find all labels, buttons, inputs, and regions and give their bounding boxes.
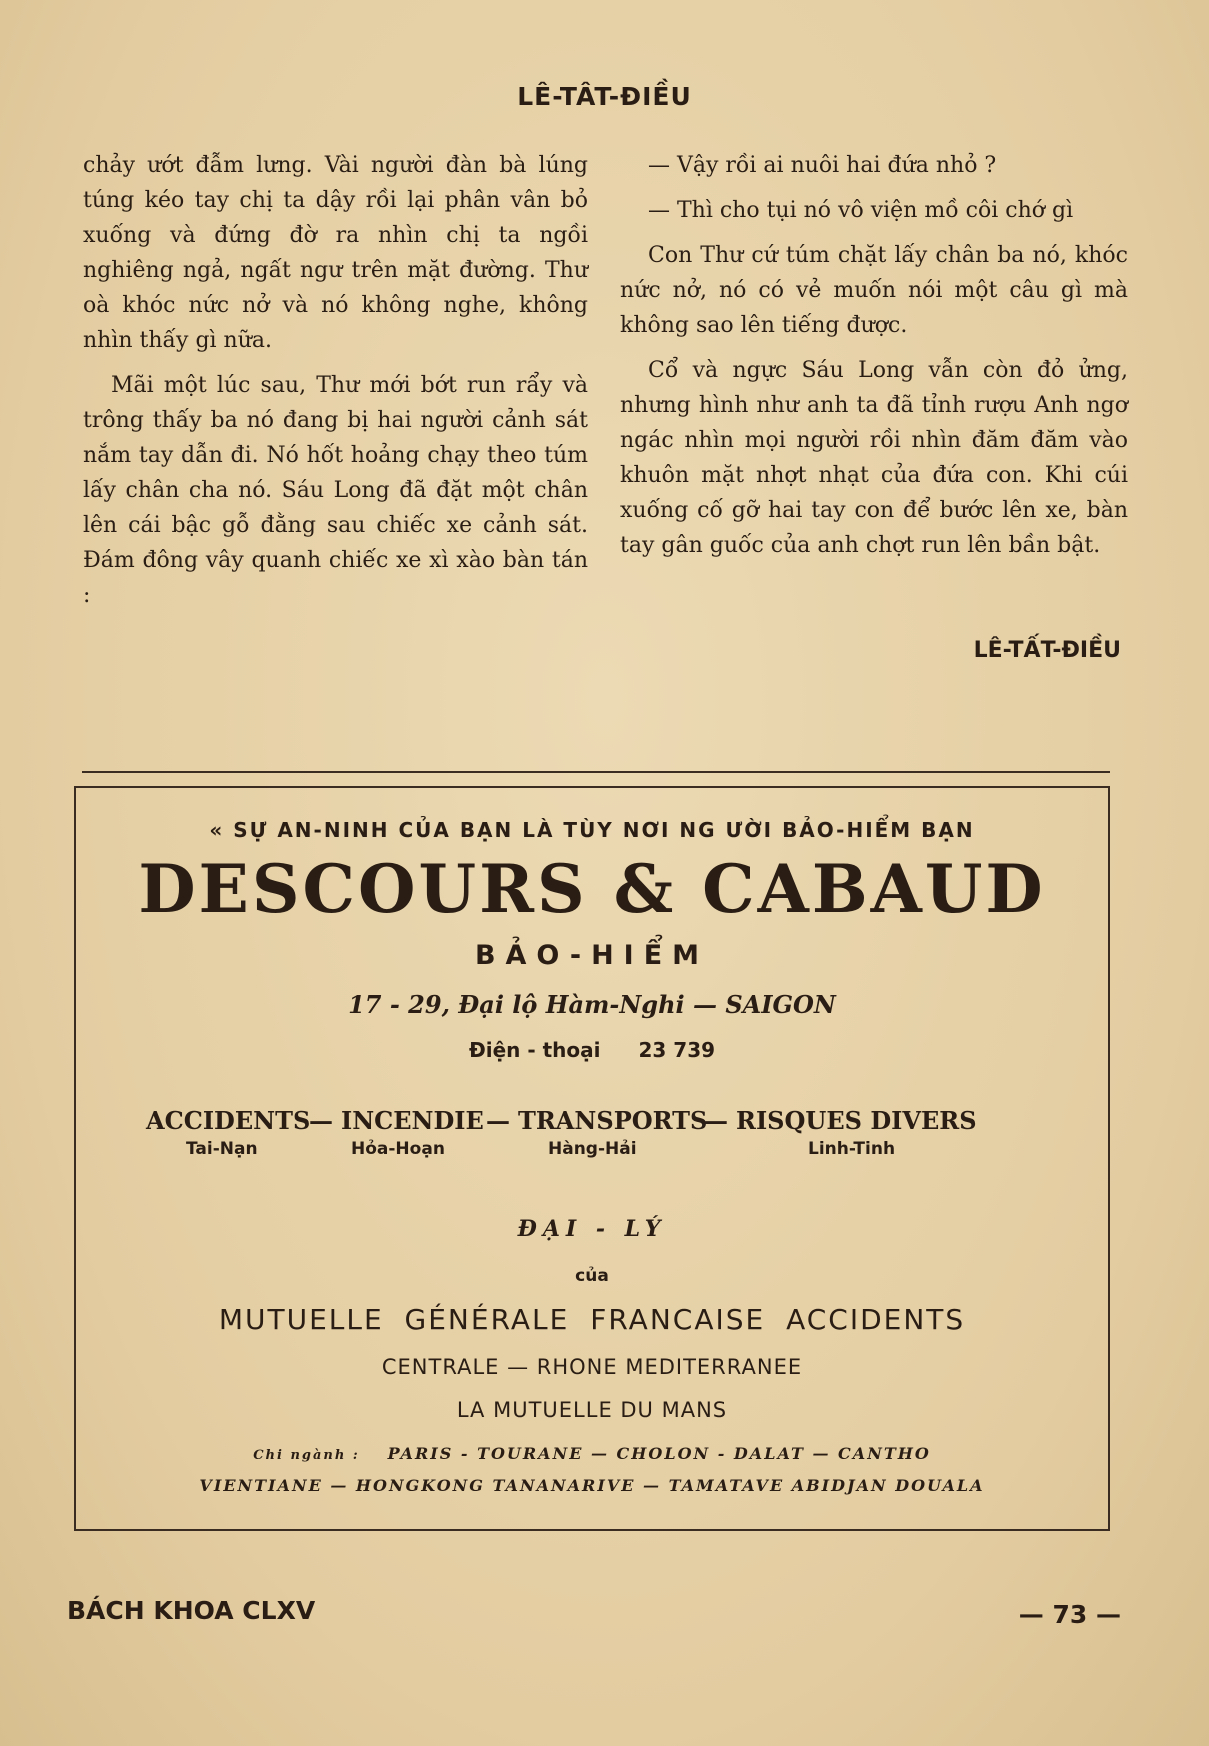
ad-company-name: MUTUELLE GÉNÉRALE FRANCAISE ACCIDENTS — [218, 1303, 966, 1336]
page-number: — 73 — — [1018, 1600, 1121, 1629]
category-item — [341, 1106, 484, 1159]
category-separator: — — [704, 1106, 728, 1135]
ad-subtitle: BẢO-HIỂM — [474, 940, 710, 971]
author-signature: LÊ-TẤT-ĐIỀU — [973, 638, 1121, 663]
ad-agency-label: ĐẠI - LÝ — [517, 1216, 667, 1242]
branches-label: Chi ngành : — [253, 1448, 360, 1463]
right-column — [620, 148, 1128, 573]
ad-branches-line2: VIENTIANE — HONGKONG TANANARIVE — TAMATAVE ABIDJAN DOUALA — [199, 1476, 985, 1495]
paragraph: Mãi một lúc sau, Thư mới bớt run rẩy và trông thấy ba nó đang bị hai người cảnh sát nắm tay dẫn đi. Nó hốt hoảng chạy theo túm lấy chân cha nó. Sáu Long đã đặt một chân lên cái bậc gỗ đằng sau chiếc xe cảnh sát. Đám đông vây quanh chiếc xe xì xào bàn tán : — [83, 373, 588, 608]
paragraph: chảy ướt đẫm lưng. Vài người đàn bà lúng túng kéo tay chị ta dậy rồi lại phân vân bỏ xuống và đứng đờ ra nhìn chị ta ngồi nghiêng ngả, ngất ngư trên mặt đường. Thư oà khóc nức nở và nó không nghe, không nhìn thấy gì nữa. — [83, 153, 588, 353]
category-fr: RISQUES DIVERS — [736, 1106, 977, 1135]
category-vn: Linh-Tinh — [808, 1139, 896, 1159]
ad-branches — [76, 1444, 1108, 1463]
ad-company-line3: LA MUTUELLE DU MANS — [456, 1398, 728, 1422]
ad-of-label: của — [575, 1266, 609, 1286]
paragraph: Cổ và ngực Sáu Long vẫn còn đỏ ửng, nhưng hình như anh ta đã tỉnh rượu Anh ngơ ngác nhìn mọi người rồi nhìn đăm đăm vào khuôn mặt nhợt nhạt của đứa con. Khi cúi xuống cố gỡ hai tay con để bước lên xe, bàn tay gân guốc của anh chợt run lên bần bật. — [620, 358, 1128, 558]
ad-address: 17 - 29, Đại lộ Hàm-Nghi — SAIGON — [348, 990, 836, 1019]
category-separator: — — [486, 1106, 510, 1135]
branches-line1: PARIS - TOURANE — CHOLON - DALAT — CANTHO — [387, 1444, 931, 1463]
category-vn: Hỏa-Hoạn — [351, 1139, 445, 1159]
publication-footer: BÁCH KHOA CLXV — [67, 1596, 316, 1625]
phone-label: Điện - thoại — [468, 1038, 601, 1062]
category-item — [518, 1106, 707, 1159]
category-item — [736, 1106, 977, 1159]
phone-number: 23 739 — [638, 1038, 716, 1062]
ad-brand-name: DESCOURS & CABAUD — [138, 850, 1046, 928]
ad-tagline: « SỰ AN-NINH CỦA BẠN LÀ TÙY NƠI NG ƯỜI BẢO-HIỂM BẠN — [209, 818, 975, 842]
dialogue-line: — Vậy rồi ai nuôi hai đứa nhỏ ? — [648, 153, 997, 178]
category-separator: — — [309, 1106, 333, 1135]
paragraph: Con Thư cứ túm chặt lấy chân ba nó, khóc nức nở, nó có vẻ muốn nói một câu gì mà không sao lên tiếng được. — [620, 243, 1128, 338]
ad-phone — [76, 1038, 1108, 1062]
dialogue-line: — Thì cho tụi nó vô viện mồ côi chớ gì — [648, 198, 1074, 223]
running-title: LÊ-TÂT-ĐIỀU — [517, 82, 692, 111]
category-vn: Hàng-Hải — [548, 1139, 637, 1159]
ad-company-line2: CENTRALE — RHONE MEDITERRANEE — [381, 1355, 803, 1379]
left-column — [83, 148, 588, 623]
category-item — [146, 1106, 310, 1159]
category-fr: TRANSPORTS — [518, 1106, 708, 1135]
category-fr: INCENDIE — [341, 1106, 484, 1135]
category-fr: ACCIDENTS — [146, 1106, 311, 1135]
divider — [82, 771, 1110, 773]
category-vn: Tai-Nạn — [186, 1139, 258, 1159]
ad-categories — [146, 1106, 1046, 1166]
advertisement-box — [74, 786, 1110, 1531]
